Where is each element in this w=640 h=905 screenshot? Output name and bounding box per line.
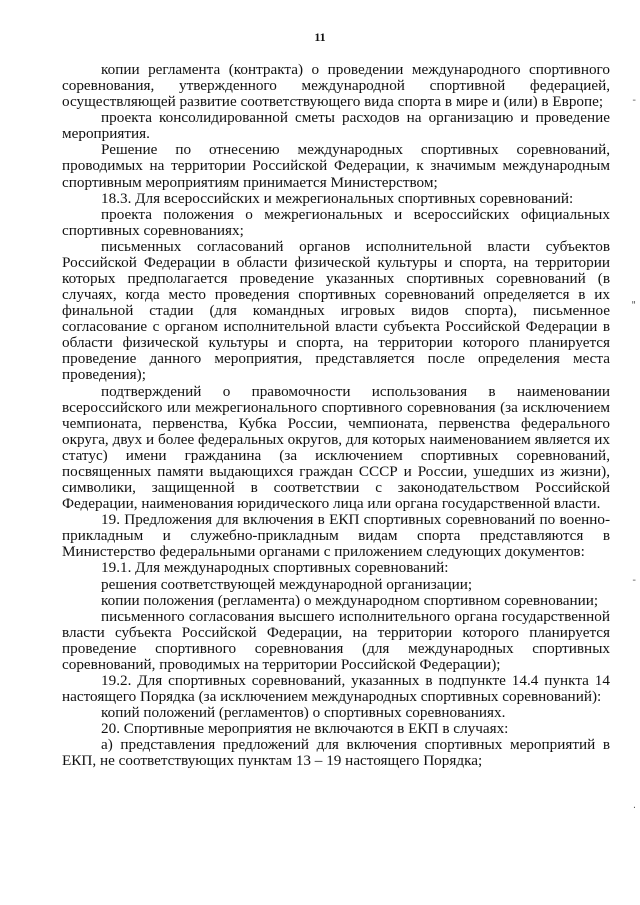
paragraph: Решение по отнесению международных спортивных соревнований, проводимых на территории Российской Федерации, к значимым международным спортивным мероприятиям принимается Министерством;	[62, 141, 610, 191]
document-body	[62, 62, 610, 769]
paragraph: 19.2. Для спортивных соревнований, указанных в подпункте 14.4 пункта 14 настоящего Порядка (за исключением международных спортивных соревнований):	[62, 671, 610, 706]
paragraph: проекта консолидированной сметы расходов на организацию и проведение мероприятия.	[62, 109, 610, 143]
paragraph: 19.1. Для международных спортивных соревнований:	[101, 559, 449, 577]
paragraph: а) представления предложений для включения спортивных мероприятий в ЕКП, не соответствующих пунктам 13 – 19 настоящего Порядка;	[62, 736, 610, 770]
scan-edge-mark: -	[632, 575, 636, 586]
paragraph: проекта положения о межрегиональных и всероссийских официальных спортивных соревнованиях;	[62, 205, 610, 239]
paragraph: копии положения (регламента) о международном спортивном соревновании;	[101, 591, 599, 609]
scan-edge-mark: .	[632, 800, 636, 811]
paragraph: копии регламента (контракта) о проведении международного спортивного соревнования, утвержденного международной спортивной федерацией, осуществляющей развитие соответствующего вида спорта в мире и (или) в Европе;	[62, 61, 610, 111]
paragraph: решения соответствующей международной организации;	[101, 575, 473, 593]
paragraph: 20. Спортивные мероприятия не включаются в ЕКП в случаях:	[101, 720, 509, 738]
paragraph: письменного согласования высшего исполнительного органа государственной власти субъекта Российской Федерации, на территории которого планируется проведение спортивного соревнования (для международных спортивных соревнований, проводимых на территории Российской Федерации);	[62, 607, 610, 673]
paragraph: подтверждений о правомочности использования в наименовании всероссийского или межрегионального спортивного соревнования (за исключением чемпионата, первенства, Кубка России, чемпионата, первенства федерального округа, двух и более федеральных округов, для которых наименованием является их статус) имени гражданина (за исключением спортивных соревнований, посвященных памяти выдающихся граждан СССР и России, ушедших из жизни), символики, защищенной в соответствии с законодательством Российской Федерации, наименования юридического лица или органа государственной власти.	[62, 382, 610, 513]
paragraph: 18.3. Для всероссийских и межрегиональных спортивных соревнований:	[101, 189, 574, 207]
scan-edge-mark: "	[631, 300, 636, 311]
paragraph: копий положений (регламентов) о спортивных соревнованиях.	[101, 704, 506, 722]
scan-edge-mark: -	[632, 95, 636, 106]
paragraph: 19. Предложения для включения в ЕКП спортивных соревнований по военно-прикладным и служебно-прикладным видам спорта представляются в Министерство федеральными органами с приложением следующих документов:	[62, 511, 610, 561]
paragraph: письменных согласований органов исполнительной власти субъектов Российской Федерации в области физической культуры и спорта, на территории которых предполагается проведение указанных спортивных соревнований (в случаях, когда место проведения спортивных соревнований определяется в их финальной стадии (для командных игровых видов спорта), письменное согласование с органом исполнительной власти субъекта Российской Федерации в области физической культуры и спорта, на территории которого планируется проведение данного мероприятия, представляется после определения места проведения);	[62, 237, 610, 384]
page-number: 11	[314, 30, 326, 44]
